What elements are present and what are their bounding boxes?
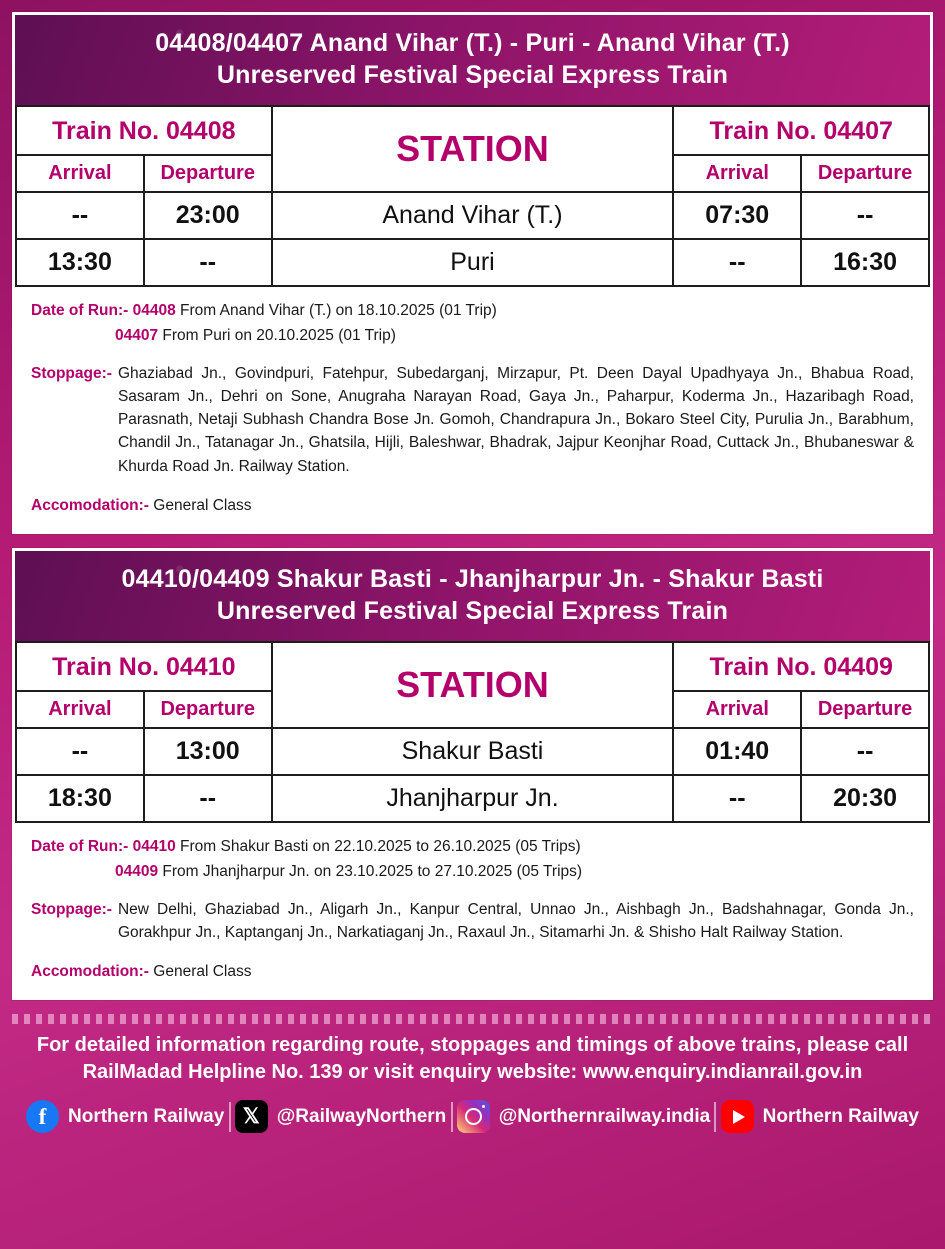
social-bar <box>12 1096 933 1143</box>
train-2-right-number: Train No. 04409 <box>673 642 929 691</box>
train-2-row-1-right-departure: -- <box>801 728 929 775</box>
table-row <box>16 239 929 286</box>
train-2-date-line2-number: 04409 <box>115 863 159 881</box>
stoppage-label: Stoppage:- <box>31 364 112 382</box>
train-2-title <box>15 551 930 641</box>
decorative-strip <box>12 1014 933 1024</box>
train-1-row-2-station: Puri <box>272 239 674 286</box>
train-2-station-header: STATION <box>272 642 674 728</box>
train-2-date-line1-number: 04410 <box>132 838 176 855</box>
train-1-title-line2: Unreserved Festival Special Express Train <box>216 61 729 89</box>
train-1-left-departure-header: Departure <box>144 155 272 192</box>
table-header-row <box>16 642 929 691</box>
social-divider <box>714 1102 716 1132</box>
train-1-right-number: Train No. 04407 <box>673 106 929 155</box>
train-1-left-arrival-header: Arrival <box>16 155 144 192</box>
train-2-right-arrival-header: Arrival <box>673 691 801 728</box>
train-1-right-arrival-header: Arrival <box>673 155 801 192</box>
table-row <box>16 192 929 239</box>
train-1-row-1-right-arrival: 07:30 <box>673 192 801 239</box>
footer-note-line1: For detailed information regarding route, stoppages and timings of above trains, please call <box>36 1034 909 1057</box>
instagram-icon <box>457 1100 490 1133</box>
train-1-row-2-right-arrival: -- <box>673 239 801 286</box>
train-1-title <box>15 15 930 105</box>
accommodation-label: Accomodation:- <box>31 963 149 980</box>
train-1-stoppage <box>31 362 914 478</box>
train-2-row-2-station: Jhanjharpur Jn. <box>272 775 674 822</box>
train-2-row-1-right-arrival: 01:40 <box>673 728 801 775</box>
social-youtube-handle: Northern Railway <box>762 1105 919 1127</box>
train-2-accommodation <box>31 960 914 983</box>
train-1-row-2-left-departure: -- <box>144 239 272 286</box>
train-1-date-line1-number: 04408 <box>132 302 176 319</box>
table-header-row <box>16 106 929 155</box>
train-2-row-1-left-departure: 13:00 <box>144 728 272 775</box>
train-1-right-departure-header: Departure <box>801 155 929 192</box>
train-2-right-departure-header: Departure <box>801 691 929 728</box>
train-2-accommodation-text: General Class <box>153 963 252 980</box>
train-1-row-2-left-arrival: 13:30 <box>16 239 144 286</box>
train-2-row-1-station: Shakur Basti <box>272 728 674 775</box>
train-2-title-line1: 04410/04409 Shakur Basti - Jhanjharpur Jn. - Shakur Basti <box>121 565 824 593</box>
train-1-title-line1: 04408/04407 Anand Vihar (T.) - Puri - Anand Vihar (T.) <box>155 29 790 57</box>
train-2-row-2-right-arrival: -- <box>673 775 801 822</box>
train-1-row-1-left-arrival: -- <box>16 192 144 239</box>
train-1-accommodation <box>31 494 914 517</box>
train-2-left-departure-header: Departure <box>144 691 272 728</box>
train-1-left-number: Train No. 04408 <box>16 106 272 155</box>
train-1-details <box>15 287 930 531</box>
train-1-row-1-station: Anand Vihar (T.) <box>272 192 674 239</box>
train-2-date-line2-text: From Jhanjharpur Jn. on 23.10.2025 to 27.10.2025 (05 Trips) <box>162 863 583 881</box>
train-1-date-line2-number: 04407 <box>115 327 159 345</box>
train-2-row-2-left-arrival: 18:30 <box>16 775 144 822</box>
train-2-details <box>15 823 930 997</box>
social-twitter-x[interactable] <box>235 1100 447 1133</box>
train-1-date-of-run <box>31 299 914 322</box>
social-divider <box>229 1102 231 1132</box>
social-youtube[interactable] <box>721 1100 919 1133</box>
train-2-stoppage <box>31 898 914 945</box>
train-1-date-line2 <box>31 324 914 347</box>
stoppage-label: Stoppage:- <box>31 900 112 918</box>
date-of-run-label: Date of Run:- <box>31 838 129 855</box>
table-row <box>16 728 929 775</box>
train-1-date-line2-text: From Puri on 20.10.2025 (01 Trip) <box>162 327 396 345</box>
train-1-row-2-right-departure: 16:30 <box>801 239 929 286</box>
accommodation-label: Accomodation:- <box>31 496 149 514</box>
youtube-icon <box>721 1100 754 1133</box>
train-2-title-line2: Unreserved Festival Special Express Train <box>216 597 729 625</box>
table-row <box>16 775 929 822</box>
train-2-date-line1-text: From Shakur Basti on 22.10.2025 to 26.10.2025 (05 Trips) <box>180 838 581 855</box>
train-card-2 <box>12 548 933 1000</box>
train-2-stoppage-text: New Delhi, Ghaziabad Jn., Aligarh Jn., Kanpur Central, Unnao Jn., Aishbagh Jn., Badshahnagar, Gonda Jn., Gorakhpur Jn., Kaptanganj Jn., Narkatiaganj Jn., Raxaul Jn., Sitamarhi Jn. & Shisho Halt Railway Station. <box>117 900 914 941</box>
train-1-stoppage-text: Ghaziabad Jn., Govindpuri, Fatehpur, Subedarganj, Mirzapur, Pt. Deen Dayal Upadhyaya Jn., Bhabua Road, Sasaram Jn., Dehri on Sone, Anugraha Narayan Road, Gaya Jn., Paharpur, Koderma Jn., Hazaribagh Road, Parasnath, Netaji Subhash Chandra Bose Jn. Gomoh, Chandrapura Jn., Bokaro Steel City, Purulia Jn., Barabhum, Chandil Jn., Tatanagar Jn., Ghatsila, Hijli, Baleshwar, Bhadrak, Jajpur Keonjhar Road, Cuttack Jn., Bhubaneswar & Khurda Road Jn. Railway Station. <box>117 364 914 475</box>
train-2-left-arrival-header: Arrival <box>16 691 144 728</box>
social-facebook[interactable] <box>26 1100 224 1133</box>
train-1-date-line1-text: From Anand Vihar (T.) on 18.10.2025 (01 Trip) <box>180 302 497 319</box>
train-2-row-2-right-departure: 20:30 <box>801 775 929 822</box>
train-1-row-1-left-departure: 23:00 <box>144 192 272 239</box>
social-facebook-handle: Northern Railway <box>68 1105 225 1127</box>
train-2-left-number: Train No. 04410 <box>16 642 272 691</box>
date-of-run-label: Date of Run:- <box>31 302 129 319</box>
social-divider <box>451 1102 453 1132</box>
train-1-station-header: STATION <box>272 106 674 192</box>
social-instagram-handle: @Northernrailway.india <box>498 1105 711 1127</box>
train-card-1 <box>12 12 933 534</box>
train-1-schedule-table <box>15 105 930 287</box>
facebook-icon: f <box>26 1100 59 1133</box>
train-2-schedule-table <box>15 641 930 823</box>
train-2-date-of-run <box>31 835 914 858</box>
train-2-row-2-left-departure: -- <box>144 775 272 822</box>
train-2-row-1-left-arrival: -- <box>16 728 144 775</box>
train-1-accommodation-text: General Class <box>153 496 252 514</box>
train-1-row-1-right-departure: -- <box>801 192 929 239</box>
footer-note <box>12 1024 933 1096</box>
train-2-date-line2 <box>31 860 914 883</box>
footer-note-line2: RailMadad Helpline No. 139 or visit enquiry website: www.enquiry.indianrail.gov.in <box>82 1061 863 1084</box>
social-twitter-handle: @RailwayNorthern <box>276 1105 447 1127</box>
twitter-x-icon: 𝕏 <box>235 1100 268 1133</box>
social-instagram[interactable] <box>457 1100 710 1133</box>
